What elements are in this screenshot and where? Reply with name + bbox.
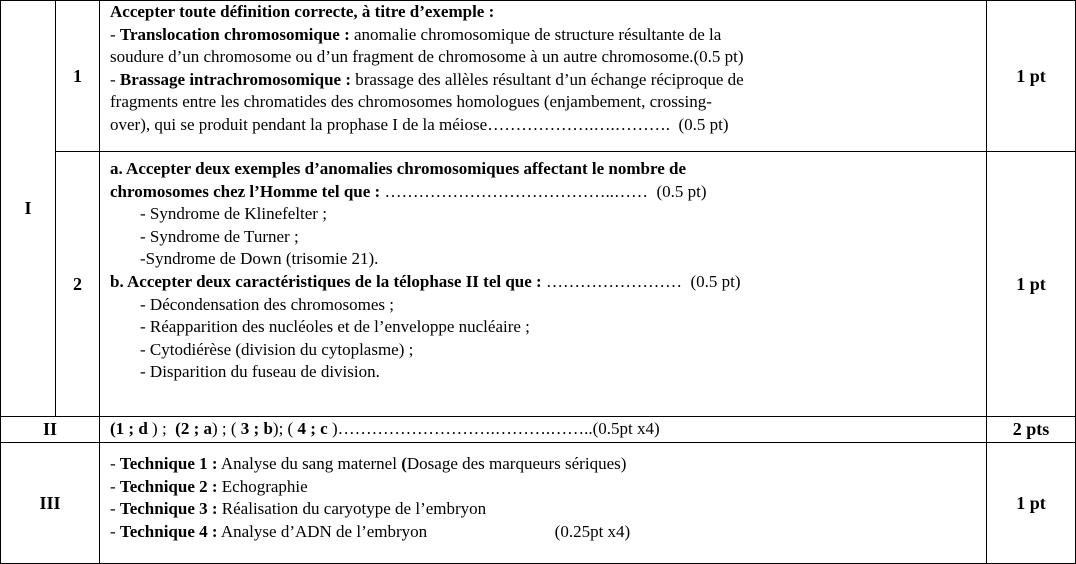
answer-text: - xyxy=(110,454,120,473)
answer-line xyxy=(110,203,986,226)
bold-text: Technique 1 : xyxy=(119,454,218,473)
answer-line xyxy=(110,271,986,294)
answer-line xyxy=(110,46,986,69)
points-cell xyxy=(986,416,1076,443)
answer-text: …………………… (0.5 pt) xyxy=(541,271,741,291)
answer-line xyxy=(110,1,986,24)
answer-line xyxy=(110,339,986,362)
part-cell-III xyxy=(0,442,100,564)
answer-cell xyxy=(99,442,987,564)
answer-line xyxy=(110,294,986,317)
answer-text: - Disparition du fuseau de division. xyxy=(140,362,380,382)
question-number: 1 xyxy=(73,65,82,86)
answer-text: over), qui se produit pendant la prophase I de la méiose……………….….………. (0.5 pt) xyxy=(110,114,729,134)
answer-cell xyxy=(99,0,987,152)
answer-text: - Syndrome de Turner ; xyxy=(140,226,299,246)
answer-text: Dosage des marqueurs sériques) xyxy=(406,454,627,473)
bold-text: 3 ; b xyxy=(240,419,273,438)
bold-text: Technique 2 : xyxy=(119,476,218,496)
question-cell-2 xyxy=(55,151,100,417)
points-cell xyxy=(986,442,1076,564)
part-label: I xyxy=(24,198,32,218)
answer-text: -Syndrome de Down (trisomie 21). xyxy=(140,249,379,269)
bold-text: Translocation chromosomique : xyxy=(119,24,350,44)
answer-text: ); ( xyxy=(272,419,298,438)
answer-line xyxy=(110,69,986,92)
answer-text: brassage des allèles résultant d’un échange réciproque de xyxy=(350,69,744,89)
answer-cell xyxy=(99,416,987,443)
points-value: 1 pt xyxy=(1016,492,1046,513)
bold-text: Accepter toute définition correcte, à titre d’exemple : xyxy=(110,2,495,21)
answer-text: fragments entre les chromatides des chromosomes homologues (enjambement, crossing- xyxy=(110,92,712,112)
answer-cell xyxy=(99,151,987,417)
answer-line xyxy=(110,361,986,384)
answer-line xyxy=(110,521,986,544)
points-value: 2 pts xyxy=(1012,419,1050,439)
answer-line xyxy=(110,91,986,114)
part-label: III xyxy=(39,492,61,513)
points-value: 1 pt xyxy=(1016,65,1046,86)
part-cell-I xyxy=(0,0,56,417)
bold-text: a. Accepter deux exemples d’anomalies chromosomiques affectant le nombre de xyxy=(110,159,687,178)
answer-text: anomalie chromosomique de structure résultante de la xyxy=(349,24,722,44)
bold-text: (2 ; a xyxy=(175,419,212,438)
points-cell xyxy=(986,151,1076,417)
answer-line xyxy=(110,181,986,204)
bold-text: chromosomes chez l’Homme tel que : xyxy=(110,181,381,201)
answer-text: )……………………….……….……..(0.5pt x4) xyxy=(327,419,660,438)
answer-text: - Syndrome de Klinefelter ; xyxy=(140,204,327,224)
answer-text: …………………………………..…… (0.5 pt) xyxy=(380,181,707,201)
bold-text: 4 ; c xyxy=(297,419,328,438)
answer-text: Réalisation du caryotype de l’embryon xyxy=(217,499,487,519)
answer-text: - xyxy=(110,69,120,89)
answer-text: - xyxy=(110,476,120,496)
answer-text: Analyse du sang maternel xyxy=(217,454,402,473)
question-cell-1 xyxy=(55,0,100,152)
answer-text: ) ; ( xyxy=(212,419,241,438)
answer-text: ) ; xyxy=(147,419,176,438)
part-label: II xyxy=(42,419,57,439)
bold-text: (1 ; d xyxy=(110,419,148,438)
answer-line xyxy=(110,248,986,271)
answer-text: Echographie xyxy=(217,476,308,496)
answer-text: soudure d’un chromosome ou d’un fragment de chromosome à un autre chromosome.(0.5 pt) xyxy=(110,47,744,67)
answer-text: - xyxy=(110,499,120,519)
bold-text: Technique 4 : xyxy=(119,521,218,541)
answer-line xyxy=(110,226,986,249)
answer-text: - Cytodiérèse (division du cytoplasme) ; xyxy=(140,339,414,359)
bold-text: b. Accepter deux caractéristiques de la télophase II tel que : xyxy=(110,271,542,291)
answer-text: - xyxy=(110,24,120,44)
bold-text: Technique 3 : xyxy=(119,499,218,519)
points-cell xyxy=(986,0,1076,152)
answer-line xyxy=(110,498,986,521)
answer-line xyxy=(110,114,986,137)
answer-line xyxy=(110,476,986,499)
question-number: 2 xyxy=(73,273,82,294)
answer-text: - xyxy=(110,521,120,541)
answer-text: - Réapparition des nucléoles et de l’enveloppe nucléaire ; xyxy=(140,317,530,337)
bold-text: Brassage intrachromosomique : xyxy=(119,69,351,89)
answer-line xyxy=(110,158,986,181)
points-value: 1 pt xyxy=(1016,273,1046,294)
answer-text: Analyse d’ADN de l’embryon (0.25pt x4) xyxy=(217,521,631,541)
answer-line xyxy=(110,316,986,339)
answer-line xyxy=(110,24,986,47)
bold-text: ( xyxy=(401,454,407,473)
part-cell-II xyxy=(0,416,100,443)
answer-text: - Décondensation des chromosomes ; xyxy=(140,294,394,314)
answer-line xyxy=(110,418,986,441)
answer-line xyxy=(110,453,986,476)
